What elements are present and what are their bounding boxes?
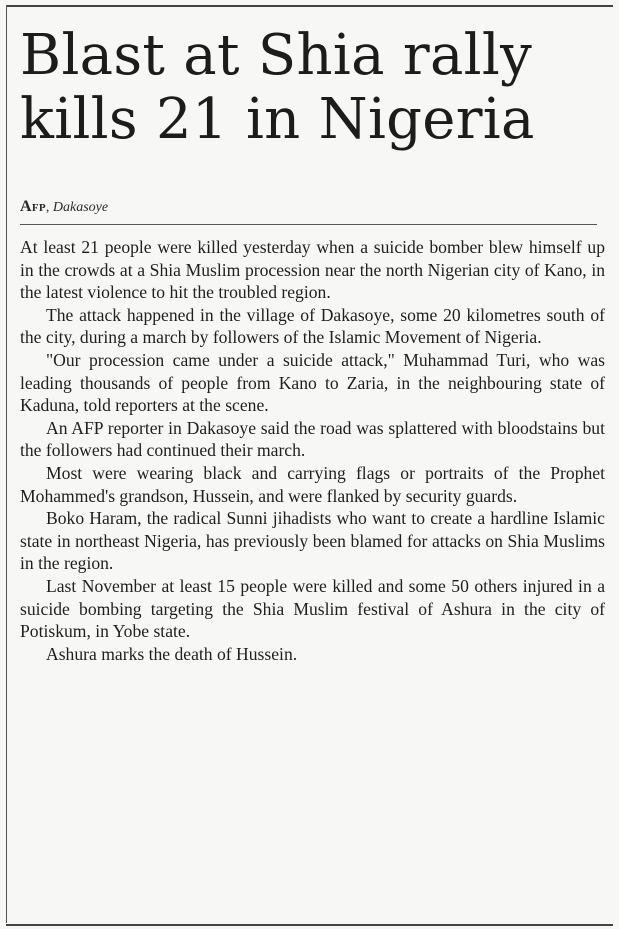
left-border-rule: [6, 5, 7, 923]
article-paragraph: Most were wearing black and carrying flags or portraits of the Prophet Mohammed's grandson, Hussein, and were flanked by security guards.: [20, 462, 605, 506]
article-paragraph: Last November at least 15 people were killed and some 50 others injured in a suicide bombing targeting the Shia Muslim festival of Ashura in the city of Potiskum, in Yobe state.: [20, 575, 605, 642]
byline-place: Dakasoye: [52, 200, 109, 215]
article-paragraph: An AFP reporter in Dakasoye said the road was splattered with bloodstains but the followers had continued their march.: [20, 417, 605, 461]
article-paragraph: Ashura marks the death of Hussein.: [46, 643, 298, 664]
headline-line-2: kills 21 in Nigeria: [20, 87, 535, 152]
byline-separator: ,: [45, 200, 53, 215]
headline-line-1: Blast at Shia rally: [20, 23, 533, 88]
article-body: [20, 236, 605, 665]
byline-divider: [20, 224, 597, 225]
article-paragraph: The attack happened in the village of Dakasoye, some 20 kilometres south of the city, during a march by followers of the Islamic Movement of Nigeria.: [20, 304, 605, 348]
byline: [20, 198, 108, 217]
headline: [20, 24, 610, 152]
top-border-rule: [6, 5, 613, 7]
article-paragraph: Boko Haram, the radical Sunni jihadists who want to create a hardline Islamic state in northeast Nigeria, has previously been blamed for attacks on Shia Muslims in the region.: [20, 508, 605, 574]
article-paragraph: "Our procession came under a suicide attack," Muhammad Turi, who was leading thousands of people from Kano to Zaria, in the neighbouring state of Kaduna, told reporters at the scene.: [20, 349, 605, 416]
byline-agency: Afp: [20, 198, 46, 215]
article-paragraph: At least 21 people were killed yesterday when a suicide bomber blew himself up in the crowds at a Shia Muslim procession near the north Nigerian city of Kano, in the latest violence to hit the troubled region.: [20, 237, 605, 303]
bottom-border-rule: [6, 924, 613, 926]
